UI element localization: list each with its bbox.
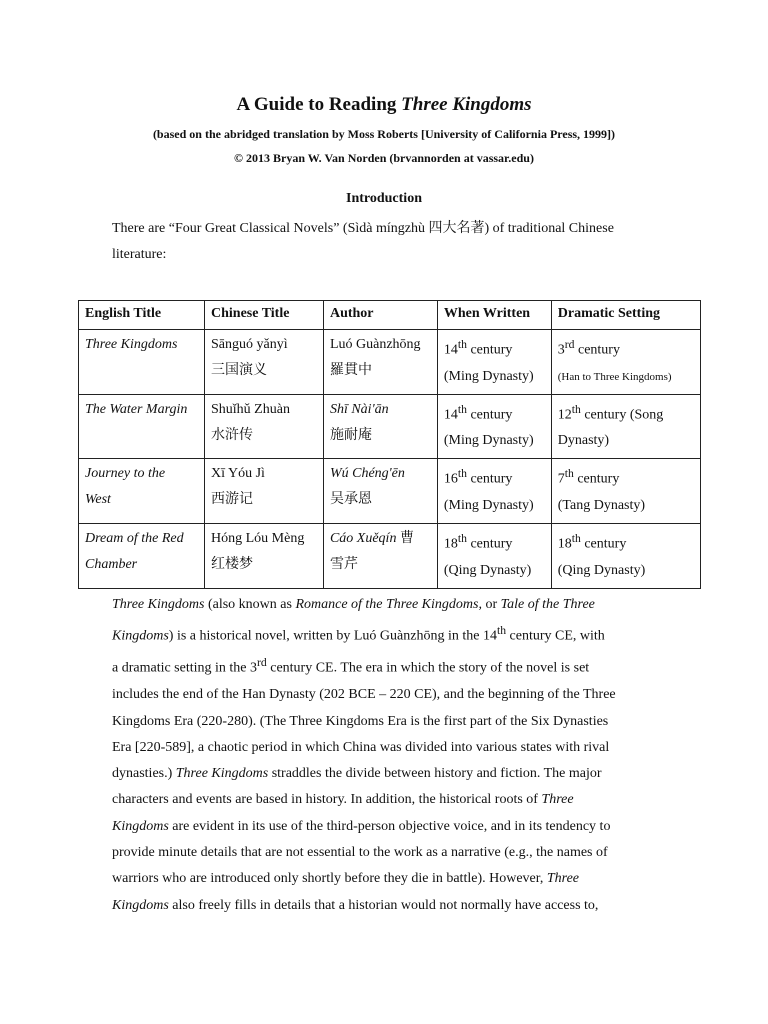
ordinal-suffix: th — [457, 531, 467, 545]
century-number: 3 — [557, 342, 565, 358]
setting-century — [558, 332, 694, 364]
book-title: Kingdoms — [112, 897, 169, 913]
chinese-title-pinyin: Shuǐhǔ Zhuàn — [211, 401, 290, 417]
cell-chinese-title — [205, 459, 324, 524]
column-header-english-title: English Title — [79, 301, 205, 330]
book-title: Three Kingdoms — [112, 597, 205, 612]
chinese-title-characters: 红楼梦 — [211, 556, 253, 572]
written-dynasty: (Qing Dynasty) — [443, 562, 532, 578]
cell-author — [323, 394, 437, 459]
body-line — [112, 866, 652, 892]
body-line: Era [220-589], a chaotic period in which China was divided into various states with rival — [112, 739, 610, 755]
cell-chinese-title — [205, 394, 324, 459]
author-pinyin: Wú Chéng'ēn — [329, 466, 405, 482]
chinese-title-pinyin: Hóng Lóu Mèng — [211, 530, 305, 546]
text-run: century CE, with — [506, 628, 605, 644]
ordinal-suffix: th — [457, 467, 467, 481]
century-word: century — [466, 536, 513, 552]
body-line: provide minute details that are not essential to the work as a narrative (e.g., the names of — [112, 844, 608, 860]
setting-century — [558, 526, 694, 558]
chinese-title-pinyin: Sānguó yǎnyì — [211, 337, 288, 352]
author-pinyin: Shī Nài'ān — [329, 401, 389, 417]
setting-century — [558, 461, 694, 493]
cell-dramatic-setting — [551, 459, 700, 524]
century-word: century — [574, 342, 620, 358]
ordinal-suffix: th — [457, 402, 467, 416]
title-text: A Guide to Reading — [236, 94, 402, 115]
author-characters: 吴承恩 — [329, 492, 372, 508]
book-title: Tale of the Three — [500, 597, 595, 612]
setting-detail: Dynasty) — [557, 433, 610, 449]
english-title-text: Chamber — [85, 556, 138, 572]
book-title: Three — [546, 871, 580, 887]
body-line — [112, 761, 652, 787]
written-dynasty: (Ming Dynasty) — [443, 497, 534, 513]
written-dynasty: (Ming Dynasty) — [443, 368, 534, 384]
text-run: or — [481, 597, 501, 612]
english-title-text: Journey to the — [85, 466, 166, 482]
book-title: Romance of the Three Kingdoms, — [295, 597, 482, 612]
century-word: century — [466, 407, 513, 423]
classical-novels-table — [78, 300, 701, 589]
text-run: warriors who are introduced only shortly before they die in battle). However, — [112, 871, 547, 887]
column-header-author: Author — [323, 301, 437, 330]
table-row — [79, 330, 701, 395]
century-number: 14 — [443, 407, 458, 423]
century-word: century — [466, 342, 513, 358]
ordinal-suffix: th — [564, 467, 574, 481]
document-title — [0, 94, 768, 116]
copyright-line: © 2013 Bryan W. Van Norden (brvannorden at vassar.edu) — [234, 151, 534, 165]
cell-chinese-title — [205, 523, 324, 588]
century-word: century (Song — [580, 407, 664, 423]
setting-detail: (Han to Three Kingdoms) — [557, 370, 672, 383]
author-pinyin: Cáo Xuěqín — [329, 530, 397, 546]
body-line: Kingdoms Era (220-280). (The Three Kingdoms Era is the first part of the Six Dynasties — [112, 713, 609, 729]
century-word: century — [580, 536, 627, 552]
century-word: century — [573, 471, 620, 487]
ordinal-suffix: th — [496, 624, 507, 638]
table-row — [79, 394, 701, 459]
cell-when-written — [437, 459, 551, 524]
text-run: century CE. The era in which the story of the novel is set — [266, 660, 590, 676]
table-row — [79, 523, 701, 588]
written-century — [444, 461, 545, 493]
setting-detail: (Qing Dynasty) — [557, 562, 646, 578]
ordinal-suffix: rd — [257, 656, 267, 670]
chinese-title-characters: 三国演义 — [211, 363, 267, 378]
century-number: 7 — [557, 471, 565, 487]
text-run: also freely fills in details that a historian would not normally have access to, — [168, 897, 599, 913]
cell-dramatic-setting — [551, 394, 700, 459]
chinese-title-characters: 西游记 — [211, 492, 253, 508]
table-header-row — [79, 301, 701, 330]
cell-english-title — [79, 459, 205, 524]
table-row — [79, 459, 701, 524]
ordinal-suffix: th — [571, 402, 581, 416]
cell-chinese-title — [205, 330, 324, 395]
author-line — [330, 526, 431, 552]
written-century — [444, 332, 545, 364]
text-run: straddles the divide between history and fiction. The major — [268, 766, 602, 782]
column-header-chinese-title: Chinese Title — [205, 301, 324, 330]
author-characters: 羅貫中 — [329, 363, 372, 378]
cell-when-written — [437, 330, 551, 395]
english-title-text: West — [85, 492, 111, 508]
text-run: dynasties.) — [112, 766, 176, 782]
english-title-text: Three Kingdoms — [85, 337, 178, 352]
body-line — [112, 618, 652, 650]
cell-when-written — [437, 523, 551, 588]
chinese-title-pinyin: Xī Yóu Jì — [211, 466, 265, 482]
body-line — [112, 787, 652, 813]
body-line: includes the end of the Han Dynasty (202 BCE – 220 CE), and the beginning of the Three — [112, 687, 616, 703]
cell-english-title — [79, 523, 205, 588]
ordinal-suffix: th — [457, 338, 467, 351]
cell-dramatic-setting — [551, 330, 700, 395]
century-number: 18 — [443, 536, 458, 552]
body-line — [112, 893, 652, 919]
author-characters: 施耐庵 — [329, 427, 372, 443]
body-line — [112, 814, 652, 840]
cell-dramatic-setting — [551, 523, 700, 588]
intro-paragraph — [112, 216, 672, 268]
author-pinyin: Luó Guànzhōng — [329, 337, 421, 352]
ordinal-suffix: th — [571, 531, 581, 545]
ordinal-suffix: rd — [564, 338, 575, 351]
book-title: Kingdoms — [112, 628, 169, 644]
body-line — [112, 650, 652, 682]
century-number: 14 — [443, 342, 458, 358]
setting-century — [558, 397, 694, 429]
cell-english-title — [79, 394, 205, 459]
cell-author — [323, 523, 437, 588]
column-header-when-written: When Written — [437, 301, 551, 330]
english-title-text: Dream of the Red — [85, 530, 184, 546]
century-number: 12 — [557, 407, 572, 423]
text-run: (also known as — [204, 597, 296, 612]
century-number: 18 — [557, 536, 572, 552]
book-title: Kingdoms — [112, 818, 169, 834]
translation-note: (based on the abridged translation by Moss Roberts [University of California Press, 1999]) — [152, 127, 616, 141]
body-paragraph — [112, 592, 652, 919]
cell-english-title — [79, 330, 205, 395]
book-title: Three — [541, 792, 574, 808]
intro-line: literature: — [112, 247, 167, 262]
text-run: are evident in its use of the third-person objective voice, and in its tendency to — [168, 818, 611, 834]
intro-line: There are “Four Great Classical Novels” (Sìdà míngzhù 四大名著) of traditional Chinese — [112, 221, 614, 236]
author-characters: 曹 — [399, 530, 414, 546]
text-run: characters and events are based in history. In addition, the historical roots of — [112, 792, 542, 808]
cell-author — [323, 330, 437, 395]
body-line — [112, 592, 652, 618]
chinese-title-characters: 水浒传 — [211, 427, 253, 443]
text-run: a dramatic setting in the 3 — [112, 660, 258, 676]
cell-when-written — [437, 394, 551, 459]
written-dynasty: (Ming Dynasty) — [443, 433, 534, 449]
cell-author — [323, 459, 437, 524]
written-century — [444, 397, 545, 429]
setting-detail: (Tang Dynasty) — [557, 497, 646, 513]
english-title-text: The Water Margin — [85, 401, 188, 417]
written-century — [444, 526, 545, 558]
title-book-name: Three Kingdoms — [401, 94, 532, 115]
book-title: Three Kingdoms — [175, 766, 269, 782]
century-number: 16 — [443, 471, 458, 487]
text-run: ) is a historical novel, written by Luó Guànzhōng in the 14 — [168, 628, 497, 644]
column-header-dramatic-setting: Dramatic Setting — [551, 301, 700, 330]
section-heading-introduction: Introduction — [346, 191, 422, 206]
author-characters: 雪芹 — [329, 556, 358, 572]
century-word: century — [466, 471, 513, 487]
